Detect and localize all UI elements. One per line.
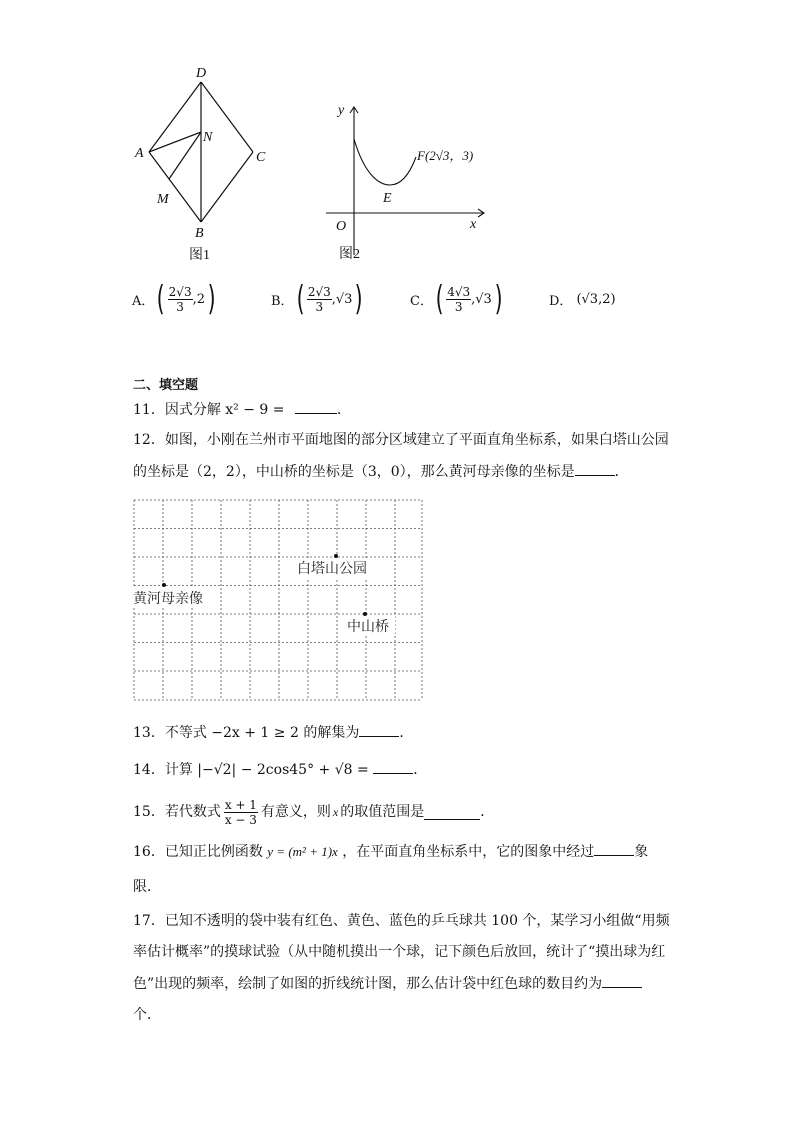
label-m: M — [157, 192, 169, 207]
huanghe-point — [162, 583, 166, 587]
label-x: x — [470, 217, 477, 232]
segment-mn — [169, 132, 201, 179]
label-n: N — [203, 130, 213, 145]
question-17-line-1: 17．已知不透明的袋中装有红色、黄色、蓝色的乒乓球共 100 个，某学习小组做“用频 — [133, 913, 670, 929]
answer-blank-14 — [373, 759, 413, 774]
label-f: F(2√3，3) — [417, 148, 474, 163]
question-17-line-3: 色”出现的频率，绘制了如图的折线统计图，那么估计袋中红色球的数目约为 — [133, 973, 642, 994]
question-16-line-2: 限． — [133, 879, 161, 895]
question-12-line-2: 的坐标是（2，2），中山桥的坐标是（3，0），那么黄河母亲像的坐标是 ． — [133, 461, 629, 482]
baita-point — [334, 554, 338, 558]
map-grid — [130, 497, 426, 703]
figure-2-caption: 图2 — [339, 247, 360, 262]
label-huanghe-statue: 黄河母亲像 — [133, 592, 203, 607]
label-a: A — [135, 146, 144, 161]
zhongshan-point — [363, 612, 367, 616]
figure-1-rhombus — [125, 60, 275, 265]
label-zhongshan-bridge: 中山桥 — [347, 620, 389, 635]
label-d: D — [196, 66, 207, 81]
fraction-x: $\frac{x + 1}{x - 3}$ — [224, 797, 257, 827]
label-c: C — [256, 150, 266, 165]
question-17-line-4: 个． — [133, 1007, 161, 1023]
answer-blank-16 — [594, 841, 634, 856]
question-12-line-1: 12．如图，小刚在兰州市平面地图的部分区域建立了平面直角坐标系，如果白塔山公园 — [133, 432, 669, 448]
label-baita-park: 白塔山公园 — [297, 562, 367, 577]
question-17-line-2: 率估计概率”的摸球试验（从中随机摸出一个球，记下颜色后放回，统计了“摸出球为红 — [133, 944, 666, 960]
question-16-line-1: 16．已知正比例函数 y = (m² + 1)x ，在平面直角坐标系中，它的图象中经过 象 — [133, 841, 648, 862]
option-c: C． ( $\frac{4√3}{3}$ ,√3 ) — [410, 279, 503, 319]
edge-cb — [201, 152, 253, 222]
label-e: E — [383, 191, 392, 206]
answer-blank-17 — [602, 973, 642, 988]
option-d: D． (√3,2) — [549, 291, 616, 309]
label-b: B — [195, 226, 204, 241]
answer-blank-12 — [575, 461, 615, 476]
section-title: 二、填空题 — [133, 378, 199, 393]
option-a: A． ( $\frac{2√3}{3}$ ,2 ) — [132, 279, 216, 319]
label-y: y — [338, 103, 345, 118]
figure-2-graph — [320, 95, 500, 265]
label-o: O — [336, 219, 347, 234]
answer-blank-15 — [424, 805, 480, 820]
option-b: B． ( $\frac{2√3}{3}$ ,√3 ) — [271, 279, 364, 319]
question-14: 14．计算 |−√2| − 2cos45° + √8 = ． — [133, 759, 427, 780]
question-15: 15．若代数式 $\frac{x + 1}{x - 3}$ 有意义，则 x 的取值范围是 ． — [133, 797, 495, 827]
question-13: 13．不等式 −2x + 1 ≥ 2 的解集为 ． — [133, 722, 413, 743]
answer-blank-11 — [295, 399, 337, 414]
curve — [354, 139, 416, 185]
figure-1-caption: 图1 — [189, 248, 210, 263]
edge-ab — [149, 152, 201, 222]
question-11: 11．因式分解 x² − 9 = ． — [133, 399, 351, 420]
answer-blank-13 — [359, 722, 399, 737]
